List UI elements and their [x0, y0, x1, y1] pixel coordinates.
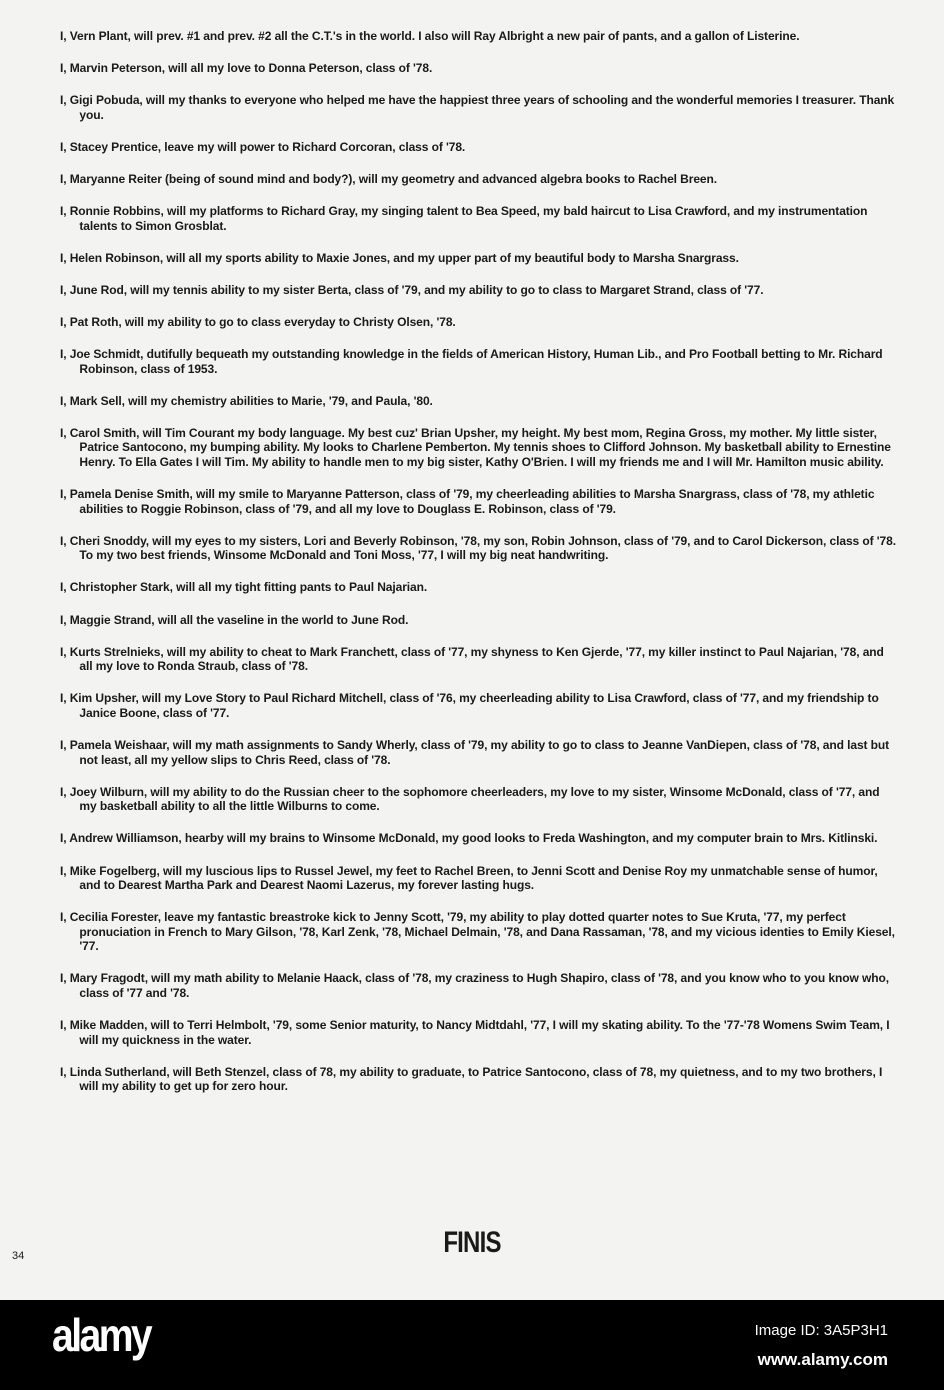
alamy-logo: alamy [52, 1309, 151, 1361]
will-entry: I, Mike Fogelberg, will my luscious lips to Russel Jewel, my feet to Rachel Breen, to Jenni Scott and Denise Roy my unmatchable sense of humor, and to Dearest Martha Park and Dearest Naomi Lazerus, my forever lasting hugs. [60, 863, 878, 893]
will-entry: I, Mary Fragodt, will my math ability to Melanie Haack, class of '78, my craziness to Hugh Shapiro, class of '78, and you know who to you know who, class of '77 and '78. [60, 971, 889, 1001]
will-entry: I, Marvin Peterson, will all my love to Donna Peterson, class of '78. [60, 61, 433, 76]
wills-list [60, 29, 922, 1112]
will-entry: I, June Rod, will my tennis ability to my sister Berta, class of '79, and my ability to go to class to Margaret Strand, class of '77. [60, 282, 764, 297]
will-entry: I, Kim Upsher, will my Love Story to Paul Richard Mitchell, class of '76, my cheerleading ability to Lisa Crawford, class of '77, and my friendship to Janice Boone, class of '77. [60, 691, 879, 720]
watermark-footer [0, 1300, 944, 1390]
image-id: Image ID: 3A5P3H1 [754, 1322, 888, 1339]
will-entry: I, Maggie Strand, will all the vaseline in the world to June Rod. [60, 612, 409, 627]
will-entry: I, Helen Robinson, will all my sports ability to Maxie Jones, and my upper part of my beautiful body to Marsha Snargrass. [60, 250, 739, 265]
will-entry: I, Mark Sell, will my chemistry abilities to Marie, '79, and Paula, '80. [60, 393, 433, 408]
will-entry: I, Kurts Strelnieks, will my ability to cheat to Mark Franchett, class of '77, my shyness to Ken Gjerde, '77, my killer instinct to Paul Najarian, '78, and all my love to Ronda Straub, class of '78. [60, 644, 884, 674]
will-entry: I, Linda Sutherland, will Beth Stenzel, class of 78, my ability to graduate, to Patrice Santocono, class of 78, my quietness, and to my two brothers, I will my ability to get up for zero hour. [60, 1064, 883, 1094]
will-entry: I, Joey Wilburn, will my ability to do the Russian cheer to the sophomore cheerleaders, my love to my sister, Winsome McDonald, class of '77, and my basketball ability to all the little Wilburns to come. [60, 784, 880, 814]
will-entry: I, Vern Plant, will prev. #1 and prev. #2 all the C.T.'s in the world. I also will Ray Albright a new pair of pants, and a gallon of Listerine. [60, 29, 800, 43]
will-entry: I, Christopher Stark, will all my tight fitting pants to Paul Najarian. [60, 580, 428, 595]
page-number: 34 [12, 1250, 25, 1262]
will-entry: I, Mike Madden, will to Terri Helmbolt, '79, some Senior maturity, to Nancy Midtdahl, '77, I will my skating ability. To the '77-'78 Womens Swim Team, I will my quickness in the water. [60, 1018, 890, 1047]
will-entry: I, Pamela Weishaar, will my math assignments to Sandy Wherly, class of '79, my ability to go to class to Jeanne VanDiepen, class of '78, and last but not least, all my yellow slips to Chris Reed, class of '78. [60, 738, 890, 767]
will-entry: I, Ronnie Robbins, will my platforms to Richard Gray, my singing talent to Bea Speed, my bald haircut to Lisa Crawford, and my instrumentation talents to Simon Grosblat. [60, 204, 868, 233]
will-entry: I, Gigi Pobuda, will my thanks to everyone who helped me have the happiest three years of schooling and the wonderful memories I treasurer. Thank you. [60, 93, 895, 122]
will-entry: I, Pat Roth, will my ability to go to class everyday to Christy Olsen, '78. [60, 314, 456, 329]
will-entry: I, Joe Schmidt, dutifully bequeath my outstanding knowledge in the fields of American History, Human Lib., and Pro Football betting to Mr. Richard Robinson, class of 1953. [60, 347, 883, 376]
finis-heading: FINIS [443, 1226, 501, 1259]
will-entry: I, Pamela Denise Smith, will my smile to Maryanne Patterson, class of '79, my cheerleading abilities to Marsha Snargrass, class of '78, my athletic abilities to Roggie Robinson, class of '79, and all my love to Douglass E. Robinson, class of '79. [60, 487, 875, 516]
will-entry: I, Carol Smith, will Tim Courant my body language. My best cuz' Brian Upsher, my height. My best mom, Regina Gross, my mother. My little sister, Patrice Santocono, my bumping ability. My looks to Charlene Pemberton. My tennis shoes to Clifford Johnson. My basketball ability to Ernestine Henry. To Ella Gates I will Tim. My ability to handle men to my big sister, Kathy O'Brien. I will my friends me and I will Mr. Hamilton music ability. [60, 425, 891, 469]
will-entry: I, Cheri Snoddy, will my eyes to my sisters, Lori and Beverly Robinson, '78, my son, Robin Johnson, class of '79, and to Carol Dickerson, class of '78. To my two best friends, Winsome McDonald and Toni Moss, '77, I will my big neat handwriting. [60, 533, 896, 563]
will-entry: I, Cecilia Forester, leave my fantastic breastroke kick to Jenny Scott, '79, my ability to play dotted quarter notes to Sue Kruta, '77, my perfect pronuciation in French to Mary Gilson, '78, Karl Zenk, '78, Michael Delmain, '78, and Dana Rassaman, '78, and my vicious identies to Emily Kiesel, '77. [60, 910, 895, 954]
will-entry: I, Andrew Williamson, hearby will my brains to Winsome McDonald, my good looks to Freda Washington, and my computer brain to Mrs. Kitlinski. [60, 831, 878, 846]
will-entry: I, Maryanne Reiter (being of sound mind and body?), will my geometry and advanced algebra books to Rachel Breen. [60, 171, 717, 186]
site-url: www.alamy.com [757, 1350, 888, 1369]
will-entry: I, Stacey Prentice, leave my will power to Richard Corcoran, class of '78. [60, 139, 466, 154]
